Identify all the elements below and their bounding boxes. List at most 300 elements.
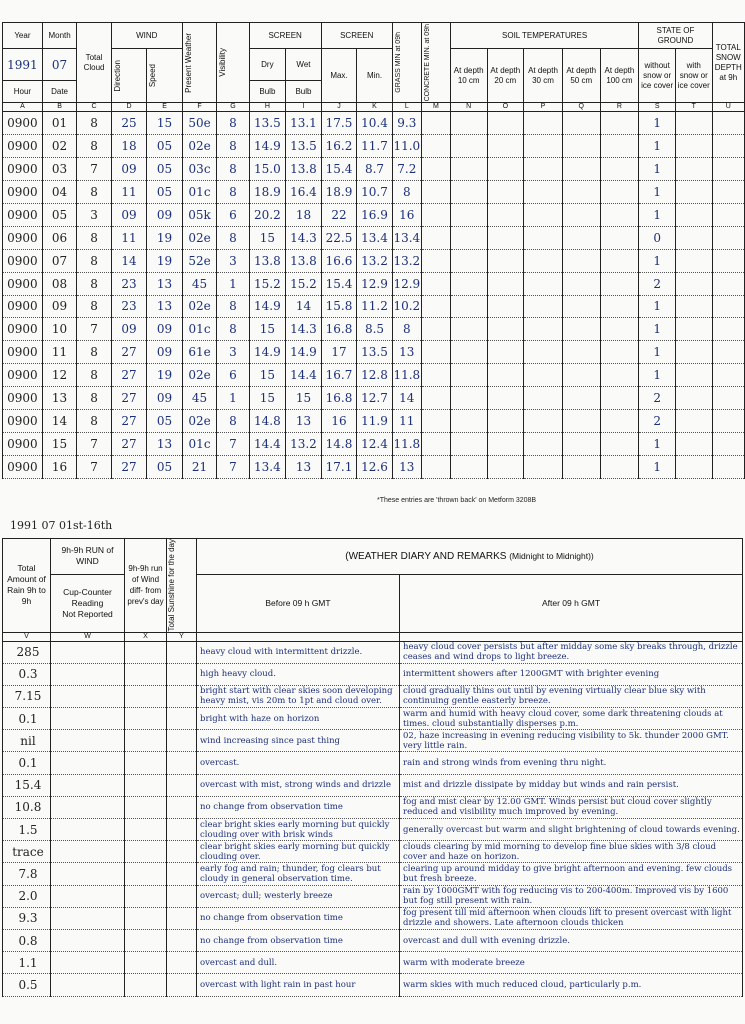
- state-without-snow-cell: 1: [639, 249, 676, 272]
- before-09h-remark: overcast with mist, strong winds and drizzle: [197, 774, 400, 796]
- total-cloud-cell: 7: [77, 318, 111, 341]
- wind-speed-cell: 19: [147, 364, 183, 387]
- date-cell: 01: [42, 112, 76, 135]
- max-temp-cell: 17.1: [321, 455, 357, 478]
- column-letter: Q: [562, 103, 600, 112]
- date-cell: 08: [42, 272, 76, 295]
- column-letter: K: [357, 103, 393, 112]
- after-09h-remark: intermittent showers after 1200GMT with brighter evening: [400, 663, 743, 685]
- grass-min-cell: 11.8: [392, 432, 421, 455]
- wet-bulb-header-2: Bulb: [286, 81, 322, 103]
- visibility-cell: 6: [217, 203, 249, 226]
- grass-min-cell: 11: [392, 410, 421, 433]
- soil-10cm-cell: [450, 295, 487, 318]
- rain-amount-cell: 0.3: [3, 663, 51, 685]
- soil-50cm-cell: [562, 364, 600, 387]
- max-temp-cell: 16.7: [321, 364, 357, 387]
- wind-speed-cell: 05: [147, 158, 183, 181]
- wet-bulb-cell: 13.8: [286, 249, 322, 272]
- state-with-snow-cell: [675, 364, 712, 387]
- total-snow-cell: [712, 387, 744, 410]
- before-09h-header: Before 09 h GMT: [197, 574, 400, 632]
- observation-row: [3, 341, 745, 364]
- max-temp-cell: 16.8: [321, 318, 357, 341]
- total-snow-cell: [712, 272, 744, 295]
- sunshine-cell: [167, 841, 197, 863]
- column-letter: E: [147, 103, 183, 112]
- hour-cell: 0900: [3, 112, 43, 135]
- date-cell: 05: [42, 203, 76, 226]
- after-09h-remark: fog present till mid afternoon when clouds lift to present overcast with light drizzle and showers. Late afternoon clouds thicken: [400, 907, 743, 929]
- total-snow-cell: [712, 410, 744, 433]
- visibility-cell: 8: [217, 158, 249, 181]
- present-weather-cell: 03c: [182, 158, 216, 181]
- soil-10cm-cell: [450, 318, 487, 341]
- wind-direction-cell: 27: [111, 341, 147, 364]
- state-of-ground-header: STATE OF GROUND: [639, 23, 712, 49]
- dry-bulb-cell: 15.0: [249, 158, 286, 181]
- dry-bulb-cell: 15: [249, 226, 286, 249]
- soil-20cm-cell: [487, 455, 524, 478]
- present-weather-cell: 01c: [182, 318, 216, 341]
- before-09h-remark: overcast.: [197, 752, 400, 774]
- soil-30cm-cell: [524, 410, 563, 433]
- concrete-min-cell: [421, 158, 450, 181]
- visibility-cell: 1: [217, 272, 249, 295]
- diary-row: [3, 796, 743, 818]
- state-without-snow-cell: 0: [639, 226, 676, 249]
- min-temp-cell: 13.5: [357, 341, 393, 364]
- wind-header: WIND: [111, 23, 182, 49]
- visibility-cell: 6: [217, 364, 249, 387]
- before-09h-remark: wind increasing since past thing: [197, 730, 400, 752]
- soil-10cm-cell: [450, 158, 487, 181]
- soil-50cm-cell: [562, 455, 600, 478]
- present-weather-cell: 02e: [182, 410, 216, 433]
- after-09h-remark: fog and mist clear by 12.00 GMT. Winds persist but cloud cover slightly reduced and visibility much improved by evening.: [400, 796, 743, 818]
- diary-row: [3, 641, 743, 663]
- sunshine-cell: [167, 796, 197, 818]
- total-snow-cell: [712, 226, 744, 249]
- run-of-wind-cell: [51, 708, 125, 730]
- max-temp-cell: 22: [321, 203, 357, 226]
- after-09h-remark: warm skies with much reduced cloud, particularly p.m.: [400, 974, 743, 996]
- soil-30cm-cell: [524, 455, 563, 478]
- sunshine-cell: [167, 663, 197, 685]
- total-snow-cell: [712, 341, 744, 364]
- visibility-cell: 7: [217, 455, 249, 478]
- letter-w: W: [51, 632, 125, 641]
- soil-100cm-cell: [600, 135, 639, 158]
- observation-row: [3, 295, 745, 318]
- present-weather-header: Present Weather: [182, 23, 216, 103]
- before-09h-remark: no change from observation time: [197, 796, 400, 818]
- wet-bulb-cell: 13.1: [286, 112, 322, 135]
- soil-50cm-cell: [562, 318, 600, 341]
- soil-30cm-cell: [524, 341, 563, 364]
- present-weather-cell: 01c: [182, 181, 216, 204]
- wind-speed-cell: 05: [147, 181, 183, 204]
- wind-speed-cell: 09: [147, 318, 183, 341]
- state-with-snow-cell: [675, 387, 712, 410]
- diary-table: [2, 538, 743, 997]
- run-of-wind-cell: [51, 907, 125, 929]
- hour-cell: 0900: [3, 432, 43, 455]
- run-diff-cell: [125, 708, 167, 730]
- before-09h-remark: clear bright skies early morning but quickly clouding over with brisk winds: [197, 819, 400, 841]
- date-cell: 16: [42, 455, 76, 478]
- observation-row: [3, 249, 745, 272]
- hour-cell: 0900: [3, 318, 43, 341]
- sunshine-cell: [167, 730, 197, 752]
- min-temp-cell: 10.4: [357, 112, 393, 135]
- total-snow-cell: [712, 318, 744, 341]
- soil-100cm-cell: [600, 181, 639, 204]
- sunshine-cell: [167, 774, 197, 796]
- min-temp-cell: 8.7: [357, 158, 393, 181]
- grass-min-cell: 16: [392, 203, 421, 226]
- state-without-snow-cell: 1: [639, 318, 676, 341]
- rain-amount-cell: 0.1: [3, 752, 51, 774]
- diary-row: [3, 685, 743, 707]
- grass-min-header: GRASS MIN at 09h: [392, 23, 421, 103]
- wet-bulb-cell: 14: [286, 295, 322, 318]
- state-without-snow-cell: 2: [639, 410, 676, 433]
- date-cell: 14: [42, 410, 76, 433]
- min-temp-cell: 13.2: [357, 249, 393, 272]
- soil-50cm-cell: [562, 158, 600, 181]
- wind-direction-cell: 09: [111, 318, 147, 341]
- hour-cell: 0900: [3, 249, 43, 272]
- hour-cell: 0900: [3, 341, 43, 364]
- observation-row: [3, 410, 745, 433]
- wind-direction-cell: 09: [111, 158, 147, 181]
- diary-letters-row: [3, 632, 743, 641]
- observation-row: [3, 272, 745, 295]
- total-cloud-cell: 8: [77, 387, 111, 410]
- after-09h-remark: cloud gradually thins out until by evening virtually clear blue sky with continuing gentle easterly breeze.: [400, 685, 743, 707]
- sunshine-cell: [167, 929, 197, 951]
- concrete-min-header: CONCRETE MIN. at 09h: [421, 23, 450, 103]
- soil-100cm-cell: [600, 432, 639, 455]
- sunshine-cell: [167, 641, 197, 663]
- before-09h-remark: bright with haze on horizon: [197, 708, 400, 730]
- date-cell: 13: [42, 387, 76, 410]
- rain-amount-cell: trace: [3, 841, 51, 863]
- rain-amount-cell: 9.3: [3, 907, 51, 929]
- column-letters-row: [3, 103, 745, 112]
- soil-50cm-cell: [562, 387, 600, 410]
- concrete-min-cell: [421, 318, 450, 341]
- dry-bulb-cell: 14.8: [249, 410, 286, 433]
- state-without-snow-cell: 1: [639, 135, 676, 158]
- sunshine-cell: [167, 685, 197, 707]
- rain-amount-cell: 2.0: [3, 885, 51, 907]
- dry-bulb-cell: 13.4: [249, 455, 286, 478]
- diary-row: [3, 974, 743, 996]
- diary-row: [3, 730, 743, 752]
- after-09h-header: After 09 h GMT: [400, 574, 743, 632]
- soil-30cm-cell: [524, 112, 563, 135]
- concrete-min-cell: [421, 410, 450, 433]
- state-with-snow-cell: [675, 455, 712, 478]
- state-with-snow-cell: [675, 295, 712, 318]
- observation-row: [3, 455, 745, 478]
- wet-bulb-cell: 14.3: [286, 318, 322, 341]
- min-temp-cell: 12.6: [357, 455, 393, 478]
- run-diff-cell: [125, 819, 167, 841]
- wind-speed-cell: 09: [147, 203, 183, 226]
- run-of-wind-cell: [51, 663, 125, 685]
- soil-30cm-cell: [524, 432, 563, 455]
- soil-50cm-cell: [562, 410, 600, 433]
- sunshine-cell: [167, 885, 197, 907]
- after-09h-remark: generally overcast but warm and slight brightening of cloud towards evening.: [400, 819, 743, 841]
- soil-20cm-cell: [487, 432, 524, 455]
- run-of-wind-cell: [51, 974, 125, 996]
- soil-10cm-cell: [450, 432, 487, 455]
- min-temp-cell: 10.7: [357, 181, 393, 204]
- state-without-snow-cell: 1: [639, 341, 676, 364]
- hour-header: Hour: [3, 81, 43, 103]
- max-temp-cell: 15.4: [321, 158, 357, 181]
- concrete-min-cell: [421, 272, 450, 295]
- total-cloud-cell: 8: [77, 226, 111, 249]
- column-letter: M: [421, 103, 450, 112]
- state-without-snow-cell: 1: [639, 295, 676, 318]
- total-snow-cell: [712, 432, 744, 455]
- run-diff-cell: [125, 929, 167, 951]
- run-diff-cell: [125, 885, 167, 907]
- soil-50cm-cell: [562, 341, 600, 364]
- sunshine-cell: [167, 708, 197, 730]
- soil-50cm-cell: [562, 295, 600, 318]
- soil-10cm-cell: [450, 410, 487, 433]
- run-of-wind-cell: [51, 885, 125, 907]
- letter-blank: [197, 632, 400, 641]
- before-09h-remark: bright start with clear skies soon developing heavy mist, vis 20m to 1pt and cloud over.: [197, 685, 400, 707]
- total-snow-cell: [712, 295, 744, 318]
- month-value: 07: [42, 49, 76, 81]
- present-weather-cell: 50e: [182, 112, 216, 135]
- date-header: Date: [42, 81, 76, 103]
- hour-cell: 0900: [3, 364, 43, 387]
- hour-cell: 0900: [3, 158, 43, 181]
- column-letter: H: [249, 103, 286, 112]
- screen-header-1: SCREEN: [249, 23, 321, 49]
- diary-row: [3, 752, 743, 774]
- wet-bulb-header: Wet: [286, 49, 322, 81]
- dry-bulb-cell: 13.8: [249, 249, 286, 272]
- run-diff-cell: [125, 974, 167, 996]
- soil-100cm-cell: [600, 226, 639, 249]
- soil-10cm-cell: [450, 135, 487, 158]
- wet-bulb-cell: 18: [286, 203, 322, 226]
- rain-amount-cell: 0.5: [3, 974, 51, 996]
- diary-row: [3, 907, 743, 929]
- hour-cell: 0900: [3, 135, 43, 158]
- hour-cell: 0900: [3, 203, 43, 226]
- total-snow-header: TOTAL SNOW DEPTH at 9h: [712, 23, 744, 103]
- visibility-cell: 7: [217, 432, 249, 455]
- grass-min-cell: 12.9: [392, 272, 421, 295]
- after-09h-remark: overcast and dull with evening drizzle.: [400, 929, 743, 951]
- wet-bulb-cell: 14.4: [286, 364, 322, 387]
- run-of-wind-cell: [51, 641, 125, 663]
- wet-bulb-cell: 13.8: [286, 158, 322, 181]
- before-09h-remark: overcast; dull; westerly breeze: [197, 885, 400, 907]
- soil-100cm-cell: [600, 387, 639, 410]
- min-temp-cell: 12.8: [357, 364, 393, 387]
- after-09h-remark: rain by 1000GMT with fog reducing vis to 200-400m. Improved vis by 1600 but fog still present with rain.: [400, 885, 743, 907]
- run-of-wind-cell: [51, 929, 125, 951]
- total-snow-cell: [712, 112, 744, 135]
- wind-speed-cell: 13: [147, 432, 183, 455]
- wind-direction-cell: 27: [111, 364, 147, 387]
- total-snow-cell: [712, 158, 744, 181]
- grass-min-cell: 7.2: [392, 158, 421, 181]
- rain-amount-cell: 1.1: [3, 952, 51, 974]
- total-cloud-cell: 8: [77, 112, 111, 135]
- min-header: Min.: [357, 49, 393, 103]
- visibility-cell: 8: [217, 226, 249, 249]
- concrete-min-cell: [421, 364, 450, 387]
- soil-20cm-cell: [487, 226, 524, 249]
- screen-header-2: SCREEN: [321, 23, 392, 49]
- soil-30cm-cell: [524, 318, 563, 341]
- dry-bulb-cell: 15.2: [249, 272, 286, 295]
- soil-30cm-header: At depth 30 cm: [524, 49, 563, 103]
- dry-bulb-cell: 14.9: [249, 295, 286, 318]
- grass-min-cell: 9.3: [392, 112, 421, 135]
- soil-50cm-header: At depth 50 cm: [562, 49, 600, 103]
- run-of-wind-cell: [51, 752, 125, 774]
- soil-100cm-cell: [600, 272, 639, 295]
- soil-100cm-cell: [600, 341, 639, 364]
- sunshine-cell: [167, 974, 197, 996]
- min-temp-cell: 16.9: [357, 203, 393, 226]
- hour-cell: 0900: [3, 226, 43, 249]
- total-cloud-cell: 8: [77, 295, 111, 318]
- observation-row: [3, 112, 745, 135]
- before-09h-remark: overcast with light rain in past hour: [197, 974, 400, 996]
- state-with-snow-cell: [675, 432, 712, 455]
- soil-100cm-header: At depth 100 cm: [600, 49, 639, 103]
- after-09h-remark: heavy cloud cover persists but after midday some sky breaks through, drizzle ceases and wind drops to light breeze.: [400, 641, 743, 663]
- rain-amount-cell: 10.8: [3, 796, 51, 818]
- soil-50cm-cell: [562, 226, 600, 249]
- soil-30cm-cell: [524, 364, 563, 387]
- soil-30cm-cell: [524, 387, 563, 410]
- column-letter: C: [77, 103, 111, 112]
- soil-30cm-cell: [524, 181, 563, 204]
- rain-amount-cell: 0.1: [3, 708, 51, 730]
- wind-speed-cell: 05: [147, 410, 183, 433]
- column-letter: L: [392, 103, 421, 112]
- run-diff-cell: [125, 730, 167, 752]
- soil-100cm-cell: [600, 249, 639, 272]
- rain-amount-cell: nil: [3, 730, 51, 752]
- soil-10cm-cell: [450, 455, 487, 478]
- after-09h-remark: mist and drizzle dissipate by midday but winds and rain persist.: [400, 774, 743, 796]
- sunshine-cell: [167, 819, 197, 841]
- state-without-snow-cell: 1: [639, 364, 676, 387]
- visibility-cell: 8: [217, 318, 249, 341]
- grass-min-cell: 13: [392, 455, 421, 478]
- dry-bulb-cell: 15: [249, 318, 286, 341]
- diary-rows: [3, 641, 743, 996]
- total-cloud-cell: 7: [77, 158, 111, 181]
- present-weather-cell: 02e: [182, 364, 216, 387]
- max-temp-cell: 16: [321, 410, 357, 433]
- concrete-min-cell: [421, 341, 450, 364]
- min-temp-cell: 11.9: [357, 410, 393, 433]
- present-weather-cell: 21: [182, 455, 216, 478]
- column-letter: S: [639, 103, 676, 112]
- observation-row: [3, 203, 745, 226]
- state-with-snow-cell: [675, 410, 712, 433]
- grass-min-cell: 11.0: [392, 135, 421, 158]
- diary-row: [3, 885, 743, 907]
- diary-row: [3, 929, 743, 951]
- soil-10cm-cell: [450, 112, 487, 135]
- soil-100cm-cell: [600, 318, 639, 341]
- wind-direction-cell: 27: [111, 455, 147, 478]
- visibility-cell: 3: [217, 249, 249, 272]
- dry-bulb-cell: 14.4: [249, 432, 286, 455]
- column-letter: I: [286, 103, 322, 112]
- dry-bulb-cell: 14.9: [249, 135, 286, 158]
- wind-direction-cell: 23: [111, 272, 147, 295]
- state-without-snow-cell: 2: [639, 387, 676, 410]
- soil-100cm-cell: [600, 295, 639, 318]
- date-cell: 03: [42, 158, 76, 181]
- concrete-min-cell: [421, 203, 450, 226]
- run-of-wind-cell: [51, 774, 125, 796]
- soil-30cm-cell: [524, 226, 563, 249]
- total-snow-cell: [712, 249, 744, 272]
- dry-bulb-cell: 18.9: [249, 181, 286, 204]
- total-cloud-cell: 8: [77, 272, 111, 295]
- wet-bulb-cell: 14.9: [286, 341, 322, 364]
- concrete-min-cell: [421, 112, 450, 135]
- diary-header: (WEATHER DIARY AND REMARKS (Midnight to Midnight)): [197, 539, 743, 575]
- column-letter: R: [600, 103, 639, 112]
- rain-amount-cell: 7.8: [3, 863, 51, 885]
- dry-bulb-cell: 15: [249, 364, 286, 387]
- letter-y: Y: [167, 632, 197, 641]
- soil-100cm-cell: [600, 410, 639, 433]
- observation-table: [2, 22, 745, 479]
- diary-row: [3, 952, 743, 974]
- diary-row: [3, 841, 743, 863]
- present-weather-cell: 05k: [182, 203, 216, 226]
- state-without-snow-cell: 1: [639, 158, 676, 181]
- total-cloud-cell: 8: [77, 364, 111, 387]
- concrete-min-cell: [421, 432, 450, 455]
- present-weather-cell: 02e: [182, 135, 216, 158]
- total-cloud-cell: 8: [77, 341, 111, 364]
- speed-header: Speed: [147, 49, 183, 103]
- dry-bulb-cell: 15: [249, 387, 286, 410]
- wind-direction-cell: 23: [111, 295, 147, 318]
- present-weather-cell: 52e: [182, 249, 216, 272]
- after-09h-remark: 02, haze increasing in evening reducing visibility to 5k. thunder 2000 GMT. very little rain.: [400, 730, 743, 752]
- footnote: *These entries are 'thrown back' on Metform 3208B: [377, 497, 537, 504]
- wind-direction-cell: 27: [111, 410, 147, 433]
- visibility-cell: 8: [217, 181, 249, 204]
- observation-row: [3, 135, 745, 158]
